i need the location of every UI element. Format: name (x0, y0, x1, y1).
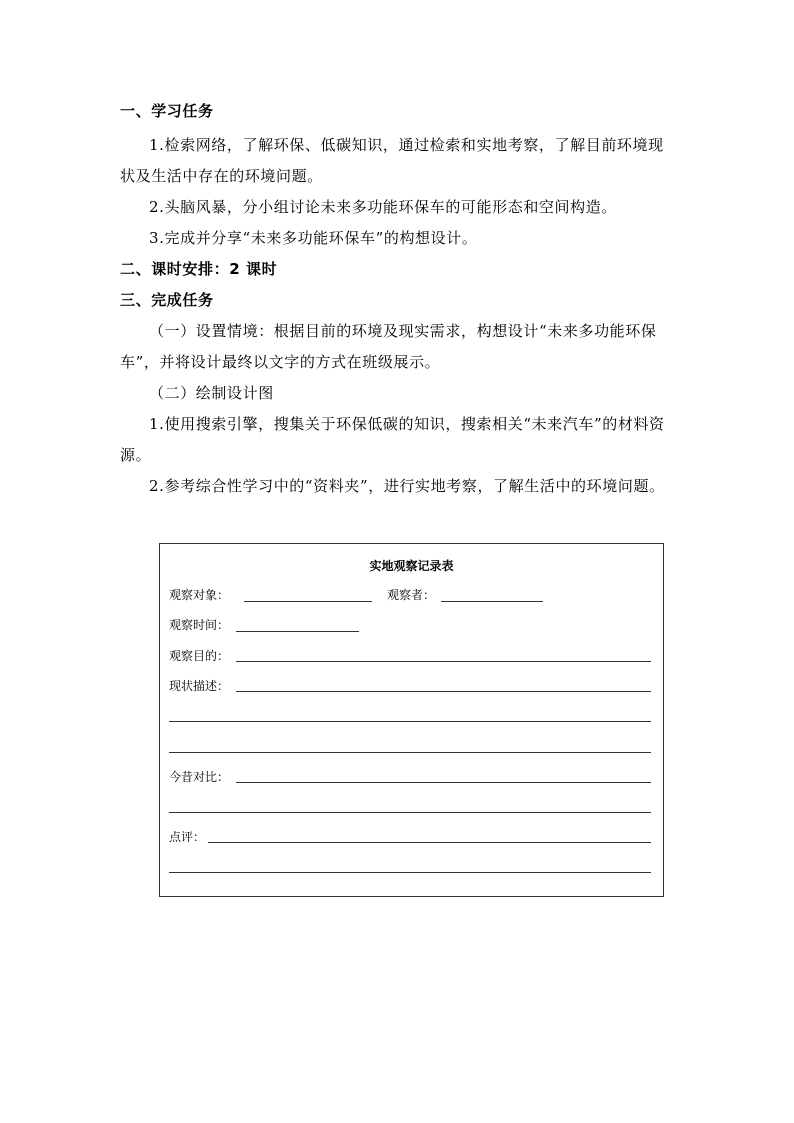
task-item-1: 1.检索网络，了解环保、低碳知识，通过检索和实地考察，了解目前环境现状及生活中存在的环境问题。 (120, 136, 664, 185)
task-item-2: 2.头脑风暴，分小组讨论未来多功能环保车的可能形态和空间构造。 (149, 198, 617, 216)
observer-field[interactable] (441, 601, 543, 602)
step-item-1: 1.使用搜索引擎，搜集关于环保低碳的知识，搜索相关“未来汽车”的材料资源。 (120, 415, 665, 464)
status-label: 现状描述： (169, 679, 230, 693)
comment-field-line-1[interactable] (208, 842, 651, 843)
observer-label: 观察者： (387, 588, 436, 602)
section-title-schedule: 二、课时安排：2 课时 (120, 260, 278, 278)
status-field-line-3[interactable] (169, 752, 651, 753)
section-title-complete-tasks: 三、完成任务 (120, 291, 214, 309)
section-title-learning-tasks: 一、学习任务 (120, 102, 214, 120)
purpose-label: 观察目的： (169, 649, 230, 663)
status-field-line-2[interactable] (169, 721, 651, 722)
compare-field-line-2[interactable] (169, 812, 651, 813)
comment-label: 点评： (169, 830, 206, 844)
task-item-3: 3.完成并分享“未来多功能环保车”的构想设计。 (149, 229, 478, 247)
compare-field-line-1[interactable] (236, 782, 651, 783)
time-label: 观察时间： (169, 618, 230, 632)
object-field[interactable] (244, 601, 372, 602)
step-item-2: 2.参考综合性学习中的“资料夹”，进行实地考察，了解生活中的环境问题。 (149, 477, 665, 495)
comment-field-line-2[interactable] (169, 872, 651, 873)
scenario-paragraph: （一）设置情境：根据目前的环境及现实需求，构想设计“未来多功能环保车”，并将设计最终以文字的方式在班级展示。 (120, 322, 657, 371)
status-field-line-1[interactable] (236, 691, 651, 692)
purpose-field[interactable] (236, 661, 651, 662)
object-label: 观察对象： (169, 588, 230, 602)
draw-design-subheading: （二）绘制设计图 (149, 384, 274, 402)
form-title: 实地观察记录表 (369, 559, 454, 573)
compare-label: 今昔对比： (169, 770, 230, 784)
time-field[interactable] (236, 631, 359, 632)
observation-record-form (159, 543, 664, 897)
